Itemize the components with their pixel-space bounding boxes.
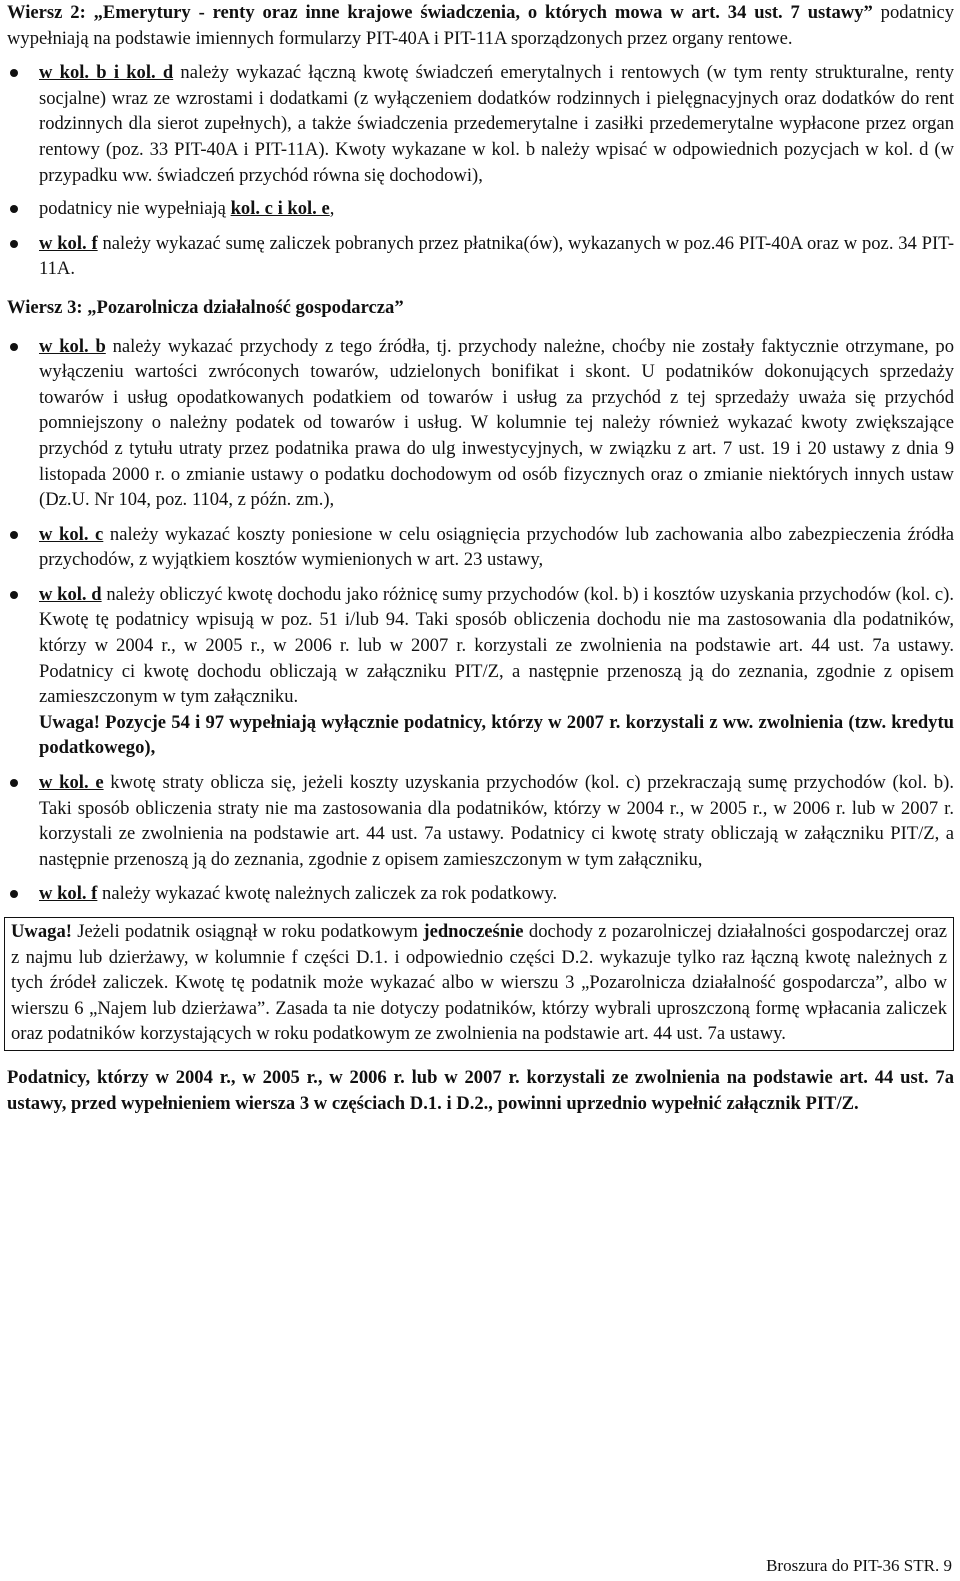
column-ref: w kol. b (39, 335, 106, 357)
note-box (4, 917, 954, 1051)
page-footer: Broszura do PIT-36 STR. 9 (766, 1556, 952, 1575)
list-item-text: należy obliczyć kwotę dochodu jako różnicę sumy przychodów (kol. b) i kosztów uzyskania przychodów (kol. c). Kwotę tę podatnicy wpisują w poz. 51 i/lub 94. Taki sposób obliczenia dochodu nie ma zastosowania dla podatników, którzy w 2004 r., w 2005 r., w 2006 r. lub w 2007 r. korzystali ze zwolnienia na podstawie art. 44 ust. 7a ustawy. Podatnicy ci kwotę dochodu obliczają w załączniku PIT/Z, a następnie przenoszą ją do zeznania, zgodnie z opisem zamieszczonym w tym załączniku. (39, 583, 954, 708)
list-item-w2-kol-f (7, 231, 954, 282)
column-ref: w kol. c (39, 523, 104, 545)
section-w2-list (7, 60, 954, 282)
column-ref: w kol. e (39, 772, 104, 794)
list-item-w3-kol-d (7, 582, 954, 761)
list-item-text: należy wykazać sumę zaliczek pobranych przez płatnika(ów), wykazanych w poz.46 PIT-40A oraz w poz. 34 PIT-11A. (39, 232, 955, 280)
list-item-w2-kol-c-e (7, 196, 954, 222)
list-item-w2-kol-b-d (7, 60, 954, 188)
list-item-text: należy wykazać kwotę należnych zaliczek za rok podatkowy. (97, 883, 558, 905)
list-item-w3-kol-e (7, 770, 954, 872)
section-w2-intro (7, 0, 954, 51)
column-ref: w kol. f (39, 232, 98, 254)
column-ref: w kol. b i kol. d (39, 62, 174, 84)
list-item-text: należy wykazać koszty poniesione w celu osiągnięcia przychodów lub zachowania albo zabezpieczenia źródła przychodów, z wyjątkiem kosztów wymienionych w art. 23 ustawy, (39, 523, 954, 571)
column-ref: w kol. f (39, 883, 98, 905)
note-text: Jeżeli podatnik osiągnął w roku podatkowym (71, 921, 424, 942)
list-item-punct: , (329, 198, 335, 220)
column-ref: kol. c i kol. e (230, 198, 330, 220)
list-item-text: należy wykazać łączną kwotę świadczeń emerytalnych i rentowych (w tym renty strukturalne, renty socjalne) wraz ze wzrostami i dodatkami (z wyłączeniem dodatków rodzinnych i pielęgnacyjnych oraz dodatków do rent rodzinnych dla sierot zupełnych), a także świadczenia przedemerytalne i zasiłki przedemerytalne wypłacone przez organ rentowy (poz. 33 PIT-40A i PIT-11A). Kwoty wykazane w kol. b należy wpisać w odpowiednich pozycjach w kol. d (w przypadku ww. świadczeń przychód równa się dochodowi), (39, 62, 954, 186)
section-w3-heading: Wiersz 3: „Pozarolnicza działalność gospodarcza” (7, 296, 404, 318)
section-w2-intro-text: podatnicy wypełniają na podstawie imiennych formularzy PIT-40A i PIT-11A sporządzonych przez organy rentowe. (7, 2, 954, 49)
note-text: dochody z pozarolniczej działalności gospodarczej oraz z najmu lub dzierżawy, w kolumnie f części D.1. i odpowiednio części D.2. wykazuje tylko raz łączną kwotę należnych z tych źródeł zaliczek. Kwotę tę podatnik może wykazać albo w wierszu 3 „Pozarolnicza działalność gospodarcza”, albo w wierszu 6 „Najem lub dzierżawa”. Zasada ta nie dotyczy podatników, którzy wybrali uproszczoną formę wpłacania zaliczek oraz podatników korzystających w roku podatkowym ze zwolnienia na podstawie art. 44 ust. 7a ustawy. (11, 921, 947, 1045)
section-w2-heading: Wiersz 2: „Emerytury - renty oraz inne krajowe świadczenia, o których mowa w art. 34 ust. 7 ustawy” (7, 2, 873, 23)
document-page (7, 0, 954, 1116)
note-label: Uwaga! (11, 921, 72, 942)
closing-paragraph: Podatnicy, którzy w 2004 r., w 2005 r., w 2006 r. lub w 2007 r. korzystali ze zwolnienia na podstawie art. 44 ust. 7a ustawy, przed wypełnieniem wiersza 3 w częściach D.1. i D.2., powinni uprzednio wypełnić załącznik PIT/Z. (7, 1066, 954, 1114)
column-ref: w kol. d (39, 583, 102, 605)
list-item-text: podatnicy nie wypełniają (39, 198, 231, 220)
warning-text: Uwaga! Pozycje 54 i 97 wypełniają wyłącznie podatnicy, którzy w 2007 r. korzystali z ww. zwolnienia (tzw. kredytu podatkowego), (39, 711, 954, 759)
list-item-text: należy wykazać przychody z tego źródła, tj. przychody należne, choćby nie zostały faktycznie otrzymane, po wyłączeniu wartości zwróconych towarów, udzielonych bonifikat i skont. U podatników dokonujących sprzedaży towarów i usług opodatkowanych podatkiem od towarów i usług za przychód z tej sprzedaży uważa się przychód pomniejszony o należny podatek od towarów i usług. W kolumnie tej należy również wykazać kwoty zwiększające przychód z tytułu utraty przez podatnika prawa do ulg inwestycyjnych, w związku z art. 7 ust. 19 i 20 ustawy z dnia 9 listopada 2000 r. o zmianie ustawy o podatku dochodowym od osób fizycznych oraz o zmianie niektórych innych ustaw (Dz.U. Nr 104, poz. 1104, z późn. zm.), (39, 335, 955, 511)
list-item-w3-kol-c (7, 522, 954, 573)
list-item-text: kwotę straty oblicza się, jeżeli koszty uzyskania przychodów (kol. c) przekraczają sumę przychodów (kol. b). Taki sposób obliczenia straty nie ma zastosowania dla podatników, którzy w 2004 r., w 2005 r., w 2006 r. lub w 2007 r. korzystali ze zwolnienia na podstawie art. 44 ust. 7a ustawy. Podatnicy ci kwotę straty obliczają w załączniku PIT/Z, a następnie przenoszą ją do zeznania, zgodnie z opisem zamieszczonym w tym załączniku, (39, 772, 954, 870)
note-emphasis: jednocześnie (423, 921, 524, 942)
section-w3-list (7, 334, 954, 907)
list-item-w3-kol-b (7, 334, 954, 513)
list-item-w3-kol-f (7, 881, 954, 907)
